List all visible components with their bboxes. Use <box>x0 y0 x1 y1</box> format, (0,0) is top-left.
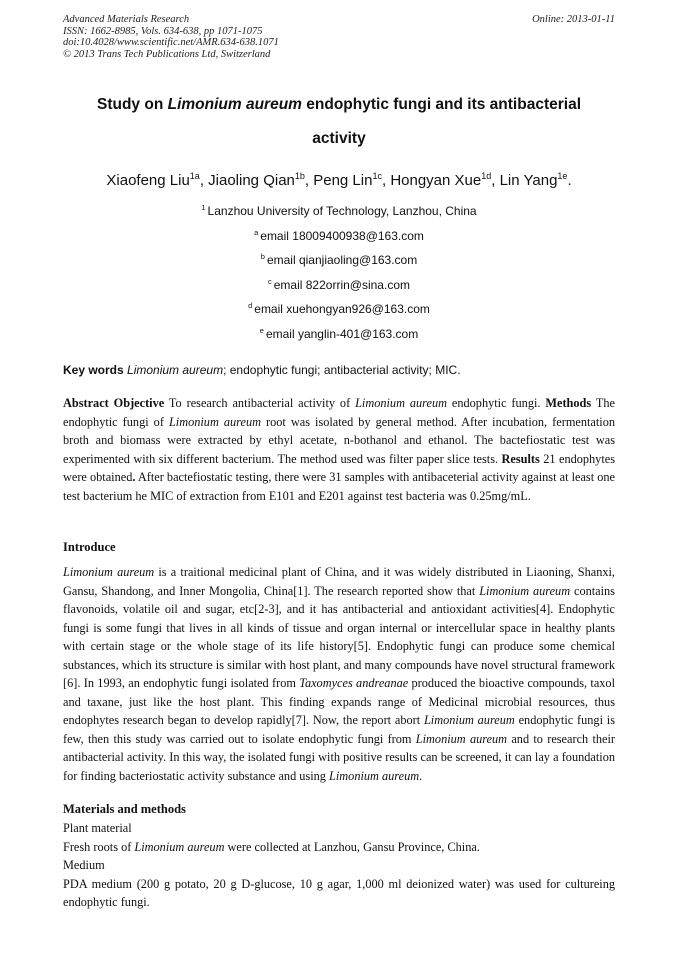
author: Lin Yang$^{1e}$. <box>499 171 572 189</box>
journal-doi: doi:10.4028/www.scientific.net/AMR.634-638.1071 <box>63 37 279 49</box>
section-heading-materials: Materials and methods <box>63 802 186 816</box>
section-heading-introduce: Introduce <box>63 540 116 554</box>
title-text-rest: endophytic fungi and its antibacterial <box>301 96 581 113</box>
title-text: Study on <box>97 96 168 113</box>
subheading-medium: Medium <box>63 858 105 872</box>
abstract: Abstract Objective To research antibacterial activity of Limonium aureum endophytic fungi. Methods The endophytic fungi of Limonium aureum root was isolated by general method. After incubation, fermentation broth and biomass were extracted by ethyl acetate, n-bothanol and ethanol. The bactefiostatic test was experimented with six different bacterium. The method used was filter paper slice tests. Results 21 endophytes were obtained. After bactefiostatic testing, there were 31 samples with antibaceterial activity against at least one test bacterium he MIC of extraction from E101 and E201 against test bacteria was 0.25mg/mL. <box>63 396 616 503</box>
plant-material-paragraph: Fresh roots of Limonium aureum were collected at Lanzhou, Gansu Province, China. <box>63 839 480 854</box>
journal-copyright: © 2013 Trans Tech Publications Ltd, Switzerland <box>63 48 271 60</box>
email-line: $^a$ email 18009400938@163.com <box>254 228 424 243</box>
journal-name: Advanced Materials Research <box>63 14 190 25</box>
author: Peng Lin$^{1c}$, <box>313 171 391 189</box>
subheading-plant-material: Plant material <box>63 821 132 835</box>
medium-paragraph: PDA medium (200 g potato, 20 g D-glucose, 10 g agar, 1,000 ml deionized water) was used for cultureing endophytic fungi. <box>63 876 615 909</box>
online-date: Online: 2013-01-11 <box>532 14 615 25</box>
author: Hongyan Xue$^{1d}$, <box>390 171 500 189</box>
email-line: $^e$ email yanglin-401@163.com <box>259 326 419 341</box>
introduce-paragraph: Limonium aureum is a traitional medicinal plant of China, and it was widely distributed in Liaoning, Shanxi, Gansu, Shandong, and Inner Mongolia, China[1]. The research reported show that Limonium aureum contains flavonoids, volatile oil and sugar, etc[2-3], and it has antibacterial and antioxidant activities[4]. Endophytic fungi is some fungi that lives in all kinds of tissue and organ internal or intercellular space in healthy plants with certain stage or the whole stage of its life history[5]. Endophytic fungi can produce some chemical substances, which its structure is similar with host plant, and many compounds have novel structural framework [6]. In 1993, an endophytic fungi isolated from Taxomyces andreanae produced the bioactive compounds, taxol and taxane, just like the host plant. This finding expands range of Medicinal microbial resources, thus endophytes research began to develop rapidly[7]. Now, the report abort Limonium aureum endophytic fungi is few, then this study was carried out to isolate endophytic fungi from Limonium aureum and to research their antibacterial activity. In this way, the isolated fungi with positive results can be screened, it can lay a foundation for finding bacteriostatic activity substance and using Limonium aureum. <box>63 565 616 783</box>
materials-section <box>63 819 615 912</box>
email-line: $^b$ email qianjiaoling@163.com <box>260 252 418 267</box>
title-line2: activity <box>312 130 366 147</box>
email-line: $^c$ email 822orrin@sina.com <box>268 277 410 292</box>
author: Jiaoling Qian$^{1b}$, <box>208 171 314 189</box>
title-species: Limonium aureum <box>167 96 302 113</box>
journal-header <box>63 14 615 60</box>
author: Xiaofeng Liu$^{1a}$, <box>106 171 209 189</box>
journal-issn: ISSN: 1662-8985, Vols. 634-638, pp 1071-1075 <box>63 25 263 37</box>
affiliation: $^1$ Lanzhou University of Technology, Lanzhou, China <box>201 203 477 218</box>
author-list <box>63 164 615 193</box>
paper-title <box>63 88 615 156</box>
email-line: $^d$ email xuehongyan926@163.com <box>248 301 430 316</box>
keywords: Key words Limonium aureum; endophytic fungi; antibacterial activity; MIC. <box>63 363 461 377</box>
